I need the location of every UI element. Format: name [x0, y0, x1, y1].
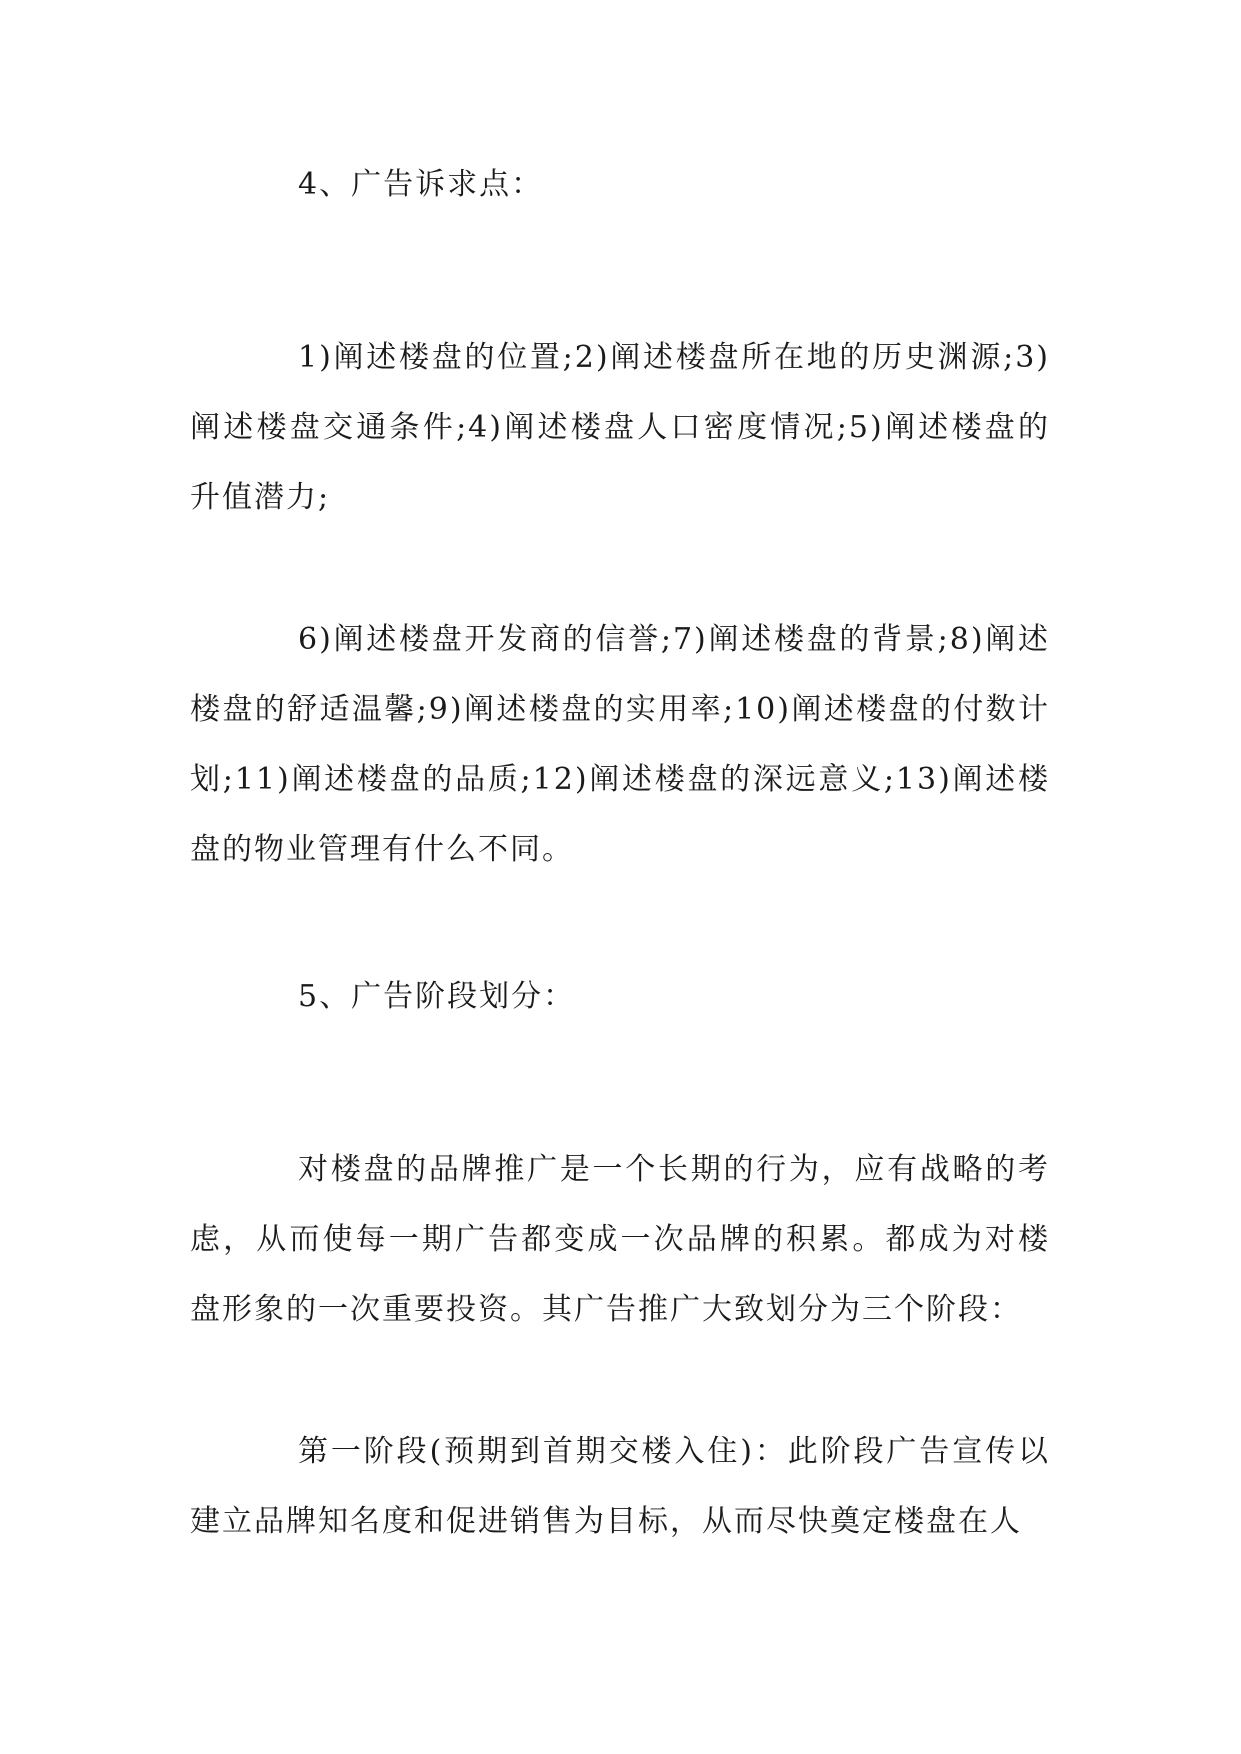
- section-heading-appeal-points: 4、广告诉求点：: [298, 167, 544, 202]
- paragraph-appeal-points-6-13: 6)阐述楼盘开发商的信誉;7)阐述楼盘的背景;8)阐述楼盘的舒适温馨;9)阐述楼盘的实用率;10)阐述楼盘的付数计划;11)阐述楼盘的品质;12)阐述楼盘的深远意义;13)阐述楼盘的物业管理有什么不同。: [190, 622, 1050, 867]
- paragraph-appeal-points-1-5: 1)阐述楼盘的位置;2)阐述楼盘所在地的历史渊源;3)阐述楼盘交通条件;4)阐述楼盘人口密度情况;5)阐述楼盘的升值潜力;: [190, 340, 1050, 515]
- paragraph-stage-one: 第一阶段(预期到首期交楼入住)：此阶段广告宣传以建立品牌知名度和促进销售为目标，从而尽快奠定楼盘在人: [190, 1434, 1050, 1539]
- paragraph-brand-promotion: 对楼盘的品牌推广是一个长期的行为，应有战略的考虑，从而使每一期广告都变成一次品牌的积累。都成为对楼盘形象的一次重要投资。其广告推广大致划分为三个阶段：: [190, 1152, 1050, 1327]
- section-heading-ad-stages: 5、广告阶段划分：: [298, 979, 576, 1014]
